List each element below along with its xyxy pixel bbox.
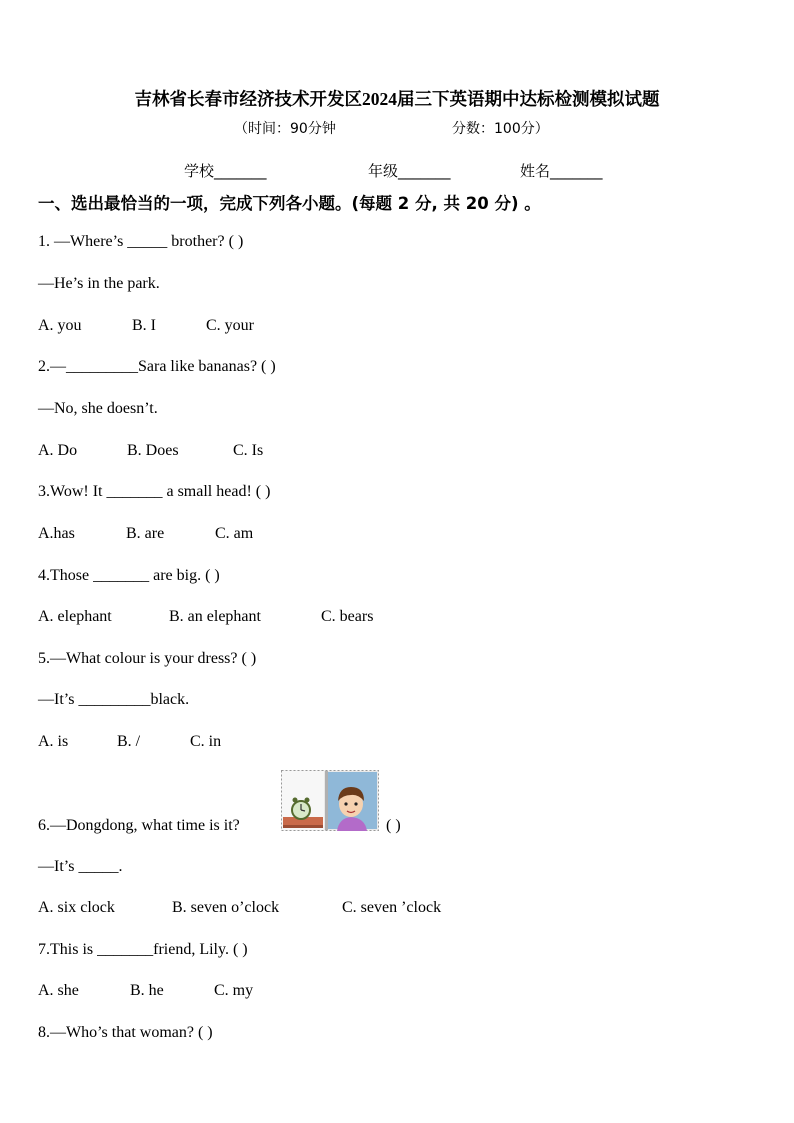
school-field [184,160,267,181]
options-5 [38,733,221,751]
options-1 [38,317,254,335]
option-b[interactable]: B. seven o’clock [172,899,280,916]
question-4: 4.Those _______ are big. ( ) [38,567,220,584]
option-a[interactable]: A. six clock [38,899,115,916]
option-a[interactable]: A.has [38,525,75,542]
option-b[interactable]: B. he [130,982,164,999]
answer-line-5: —It’s _________black. [38,691,190,708]
answer-line-2: —No, she doesn’t. [38,400,158,417]
options-7 [38,982,253,1000]
option-c[interactable]: C. seven ’clock [342,899,442,916]
name-label: 姓名 [520,162,551,180]
answer-line-1: —He’s in the park. [38,275,160,292]
option-b[interactable]: B. / [117,733,141,750]
options-4 [38,608,373,626]
option-a[interactable]: A. elephant [38,608,112,625]
page-title: 吉林省长春市经济技术开发区2024届三下英语期中达标检测模拟试题 [134,89,660,109]
option-a[interactable]: A. Do [38,442,78,459]
school-blank: _______ [214,162,267,180]
grade-label: 年级 [368,162,399,180]
exam-time: （时间：90分钟 [234,121,336,137]
question-2: 2.—_________Sara like bananas? ( ) [38,358,276,375]
question-8: 8.—Who’s that woman? ( ) [38,1024,213,1041]
option-c[interactable]: C. my [214,982,254,999]
option-b[interactable]: B. an elephant [169,608,261,625]
option-c[interactable]: C. am [215,525,254,542]
question-6-bracket: ( ) [386,817,401,834]
question-1: 1. —Where’s _____ brother? ( ) [38,233,244,250]
options-3 [38,525,253,543]
grade-blank: _______ [398,162,451,180]
option-b[interactable]: B. Does [127,442,179,459]
option-a[interactable]: A. she [38,982,79,999]
option-c[interactable]: C. Is [233,442,264,459]
answer-line-6: —It’s _____. [38,858,123,875]
options-2 [38,442,263,460]
name-field [520,160,603,181]
name-blank: _______ [550,162,603,180]
option-a[interactable]: A. you [38,317,82,334]
school-label: 学校 [184,162,215,180]
exam-score: 分数：100分） [452,121,549,137]
option-b[interactable]: B. are [126,525,165,542]
option-b[interactable]: B. I [132,317,156,334]
question-5: 5.—What colour is your dress? ( ) [38,650,257,667]
section-heading: 一、选出最恰当的一项，完成下列各小题。(每题 2 分, 共 20 分) 。 [38,194,541,213]
option-c[interactable]: C. your [206,317,254,334]
option-c[interactable]: C. in [190,733,222,750]
option-a[interactable]: A. is [38,733,69,750]
options-6 [38,899,441,917]
clock-boy-illustration-icon [281,770,379,831]
grade-field [368,160,451,181]
option-c[interactable]: C. bears [321,608,374,625]
question-6: 6.—Dongdong, what time is it? [38,817,240,834]
question-7: 7.This is _______friend, Lily. ( ) [38,941,248,958]
question-3: 3.Wow! It _______ a small head! ( ) [38,483,271,500]
